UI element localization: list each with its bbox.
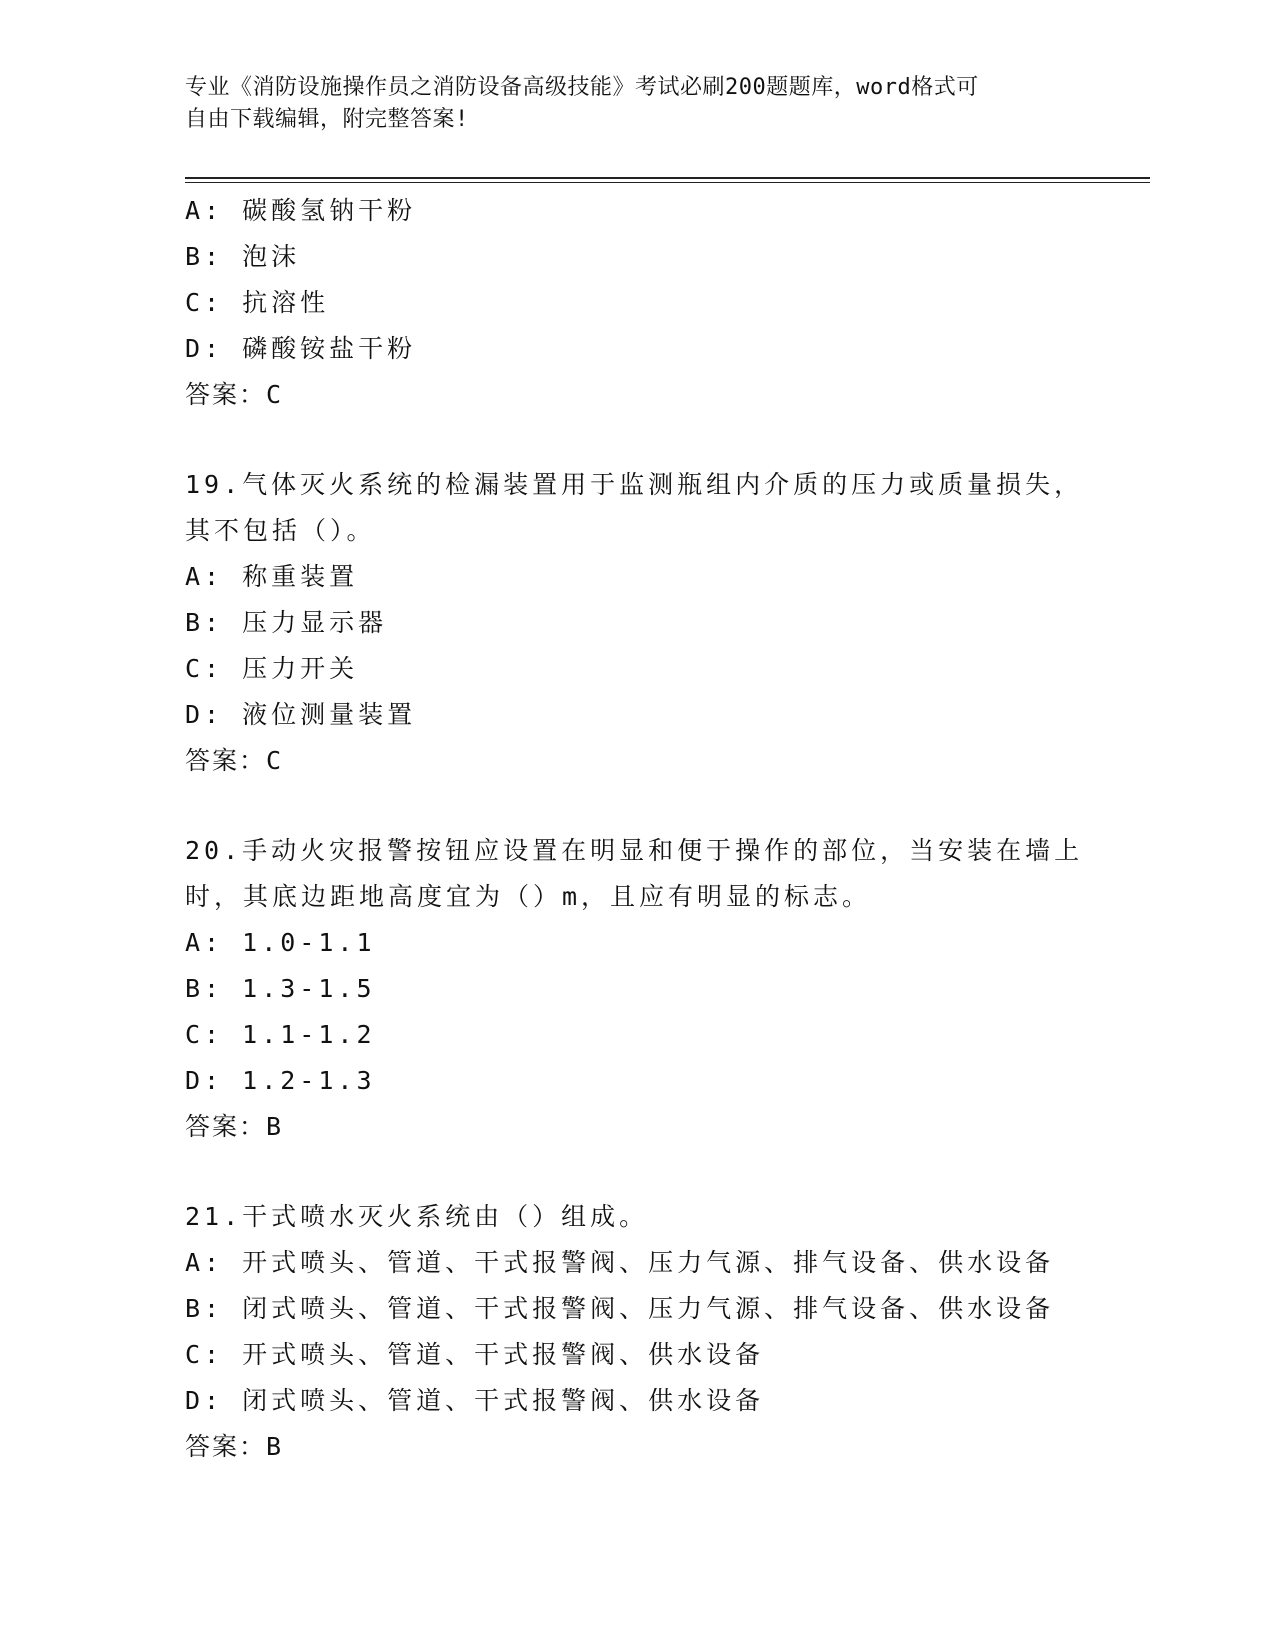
- option-a: A: 1.0-1.1: [185, 928, 376, 957]
- spacer: [185, 418, 1135, 462]
- answer: 答案：C: [185, 380, 284, 409]
- question-21: [185, 1194, 1135, 1470]
- option-d: D: 液位测量装置: [185, 700, 417, 729]
- option-c: C: 抗溶性: [185, 288, 330, 317]
- option-b: B: 泡沫: [185, 242, 301, 271]
- answer: 答案：C: [185, 746, 284, 775]
- question-text-line-2: 时，其底边距地高度宜为（）m，且应有明显的标志。: [185, 882, 872, 911]
- spacer: [185, 1150, 1135, 1194]
- question-list: [185, 188, 1135, 1470]
- answer: 答案：B: [185, 1432, 284, 1461]
- option-d: D: 磷酸铵盐干粉: [185, 334, 417, 363]
- question-text-line-1: 21.干式喷水灭火系统由（）组成。: [185, 1202, 649, 1231]
- header-divider-thick: [185, 177, 1150, 179]
- option-d: D: 1.2-1.3: [185, 1066, 376, 1095]
- question-20: [185, 828, 1135, 1150]
- option-a: A: 称重装置: [185, 562, 359, 591]
- question-19: [185, 462, 1135, 784]
- answer: 答案：B: [185, 1112, 284, 1141]
- question-18: [185, 188, 1135, 418]
- option-b: B: 闭式喷头、管道、干式报警阀、压力气源、排气设备、供水设备: [185, 1294, 1055, 1323]
- question-text-line-2: 其不包括（）。: [185, 516, 376, 545]
- option-c: C: 1.1-1.2: [185, 1020, 376, 1049]
- option-a: A: 开式喷头、管道、干式报警阀、压力气源、排气设备、供水设备: [185, 1248, 1055, 1277]
- header-divider-thin: [185, 182, 1150, 183]
- header-line-2: 自由下载编辑，附完整答案!: [185, 107, 469, 132]
- question-text-line-1: 20.手动火灾报警按钮应设置在明显和便于操作的部位，当安装在墙上: [185, 836, 1084, 865]
- option-c: C: 压力开关: [185, 654, 359, 683]
- option-d: D: 闭式喷头、管道、干式报警阀、供水设备: [185, 1386, 765, 1415]
- option-c: C: 开式喷头、管道、干式报警阀、供水设备: [185, 1340, 765, 1369]
- option-b: B: 压力显示器: [185, 608, 388, 637]
- spacer: [185, 784, 1135, 828]
- question-text-line-1: 19.气体灭火系统的检漏装置用于监测瓶组内介质的压力或质量损失，: [185, 470, 1084, 499]
- document-header: [185, 72, 1065, 136]
- option-b: B: 1.3-1.5: [185, 974, 376, 1003]
- option-a: A: 碳酸氢钠干粉: [185, 196, 417, 225]
- header-line-1: 专业《消防设施操作员之消防设备高级技能》考试必刷200题题库，word格式可: [185, 75, 979, 100]
